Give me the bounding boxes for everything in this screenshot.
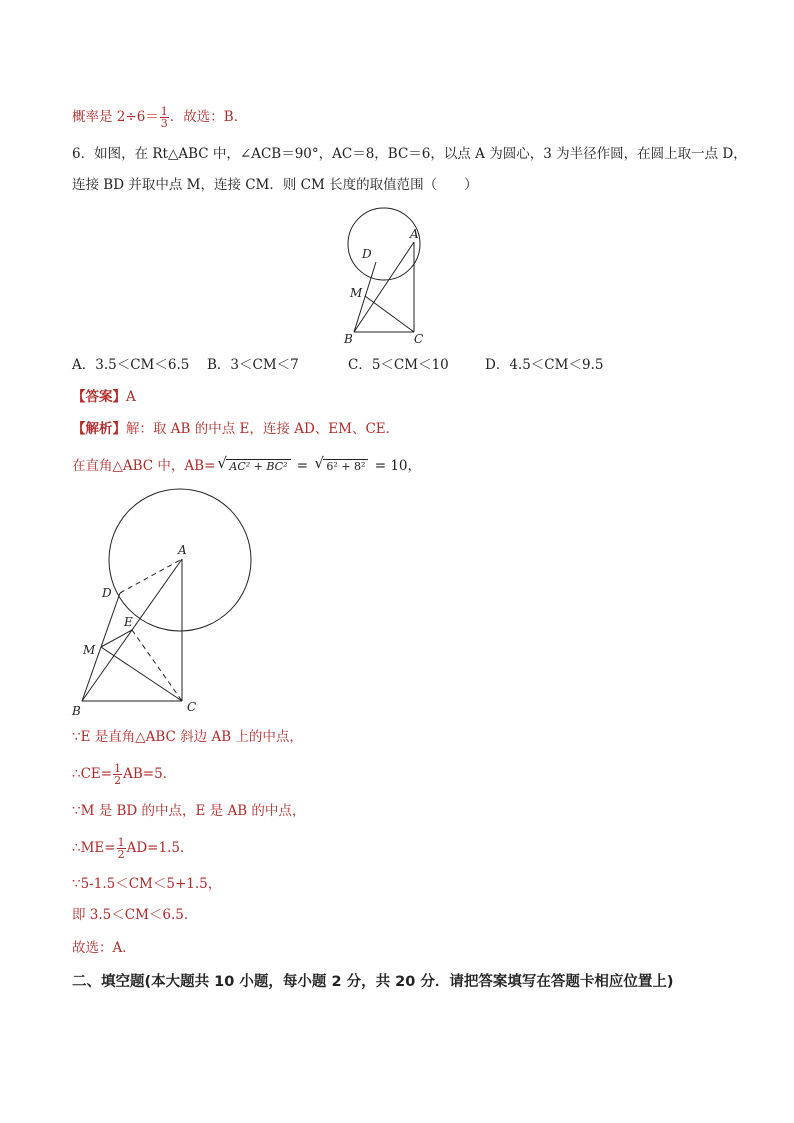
answer-line (72, 387, 136, 407)
question-line-2: 连接 BD 并取中点 M，连接 CM．则 CM 长度的取值范围（ ） (72, 177, 478, 193)
answer-tag: 【答案】 (72, 389, 126, 405)
analysis-line-1 (72, 419, 399, 439)
segment-ce-dashed (132, 630, 182, 701)
step-4: ∴ME= $\frac{1}{2}$ AD=1.5． (72, 836, 194, 861)
circle-center-a (348, 208, 420, 280)
analysis-text-1: 解：取 AB 的中点 E，连接 AD、EM、CE． (126, 421, 400, 437)
label-m: M (350, 286, 363, 300)
label-m: M (83, 643, 96, 657)
analysis-tag: 【解析】 (72, 421, 126, 437)
label-a: A (178, 543, 187, 557)
previous-answer-line (72, 106, 247, 129)
radical-icon: √ (314, 454, 324, 472)
answer-value: A (126, 389, 136, 405)
sqrt-6-8: √ 6² + 8² (314, 456, 368, 477)
label-d: D (362, 247, 372, 261)
segment-cm (365, 296, 414, 332)
step-7: 故选：A． (72, 940, 136, 956)
option-c: C．5＜CM＜10 (348, 357, 449, 373)
circle-center-a (109, 489, 251, 631)
label-c: C (187, 700, 197, 714)
label-b: B (72, 704, 81, 718)
analysis-line-2: 在直角△ABC 中，AB= √ AC² + BC² = √ 6² + 8² = 10， (72, 456, 421, 477)
step-6: 即 3.5＜CM＜6.5． (72, 907, 198, 923)
question-line-1: 6．如图，在 Rt△ABC 中，∠ACB＝90°，AC＝8，BC＝6，以点 A 为圆心，3 为半径作圆，在圆上取一点 D， (72, 146, 747, 162)
label-e: E (124, 615, 133, 629)
step-1: ∵E 是直角△ABC 斜边 AB 上的中点， (72, 729, 303, 745)
prev-answer-prefix: 概率是 2÷6＝ (72, 109, 159, 125)
label-c: C (414, 332, 424, 346)
label-b: B (344, 332, 353, 346)
option-a: A．3.5＜CM＜6.5 (72, 357, 190, 373)
section-heading: 二、填空题(本大题共 10 小题，每小题 2 分，共 20 分．请把答案填写在答题卡相应位置上) (72, 974, 674, 990)
prev-answer-suffix: ．故选：B． (169, 109, 248, 125)
radical-icon: √ (217, 454, 227, 472)
fraction-one-third: $\frac{1}{3}$ (160, 105, 168, 130)
segment-ad-dashed (120, 559, 182, 593)
solution-figure (65, 480, 265, 720)
label-a: A (410, 227, 419, 241)
step-3: ∵M 是 BD 的中点，E 是 AB 的中点， (72, 803, 306, 819)
option-d: D．4.5＜CM＜9.5 (485, 357, 604, 373)
segment-cm (101, 647, 182, 701)
label-d: D (102, 586, 112, 600)
sqrt-ac-bc: √ AC² + BC² (217, 456, 290, 477)
step-5: ∵5-1.5＜CM＜5+1.5， (72, 876, 222, 892)
analysis-text-2: 在直角△ABC 中，AB= (72, 458, 216, 474)
option-b: B．3＜CM＜7 (207, 357, 299, 373)
step-2: ∴CE= $\frac{1}{2}$ AB=5． (72, 762, 177, 787)
fraction-one-half: $\frac{1}{2}$ (114, 762, 122, 787)
fraction-one-half: $\frac{1}{2}$ (117, 836, 125, 861)
question-figure (330, 200, 460, 350)
